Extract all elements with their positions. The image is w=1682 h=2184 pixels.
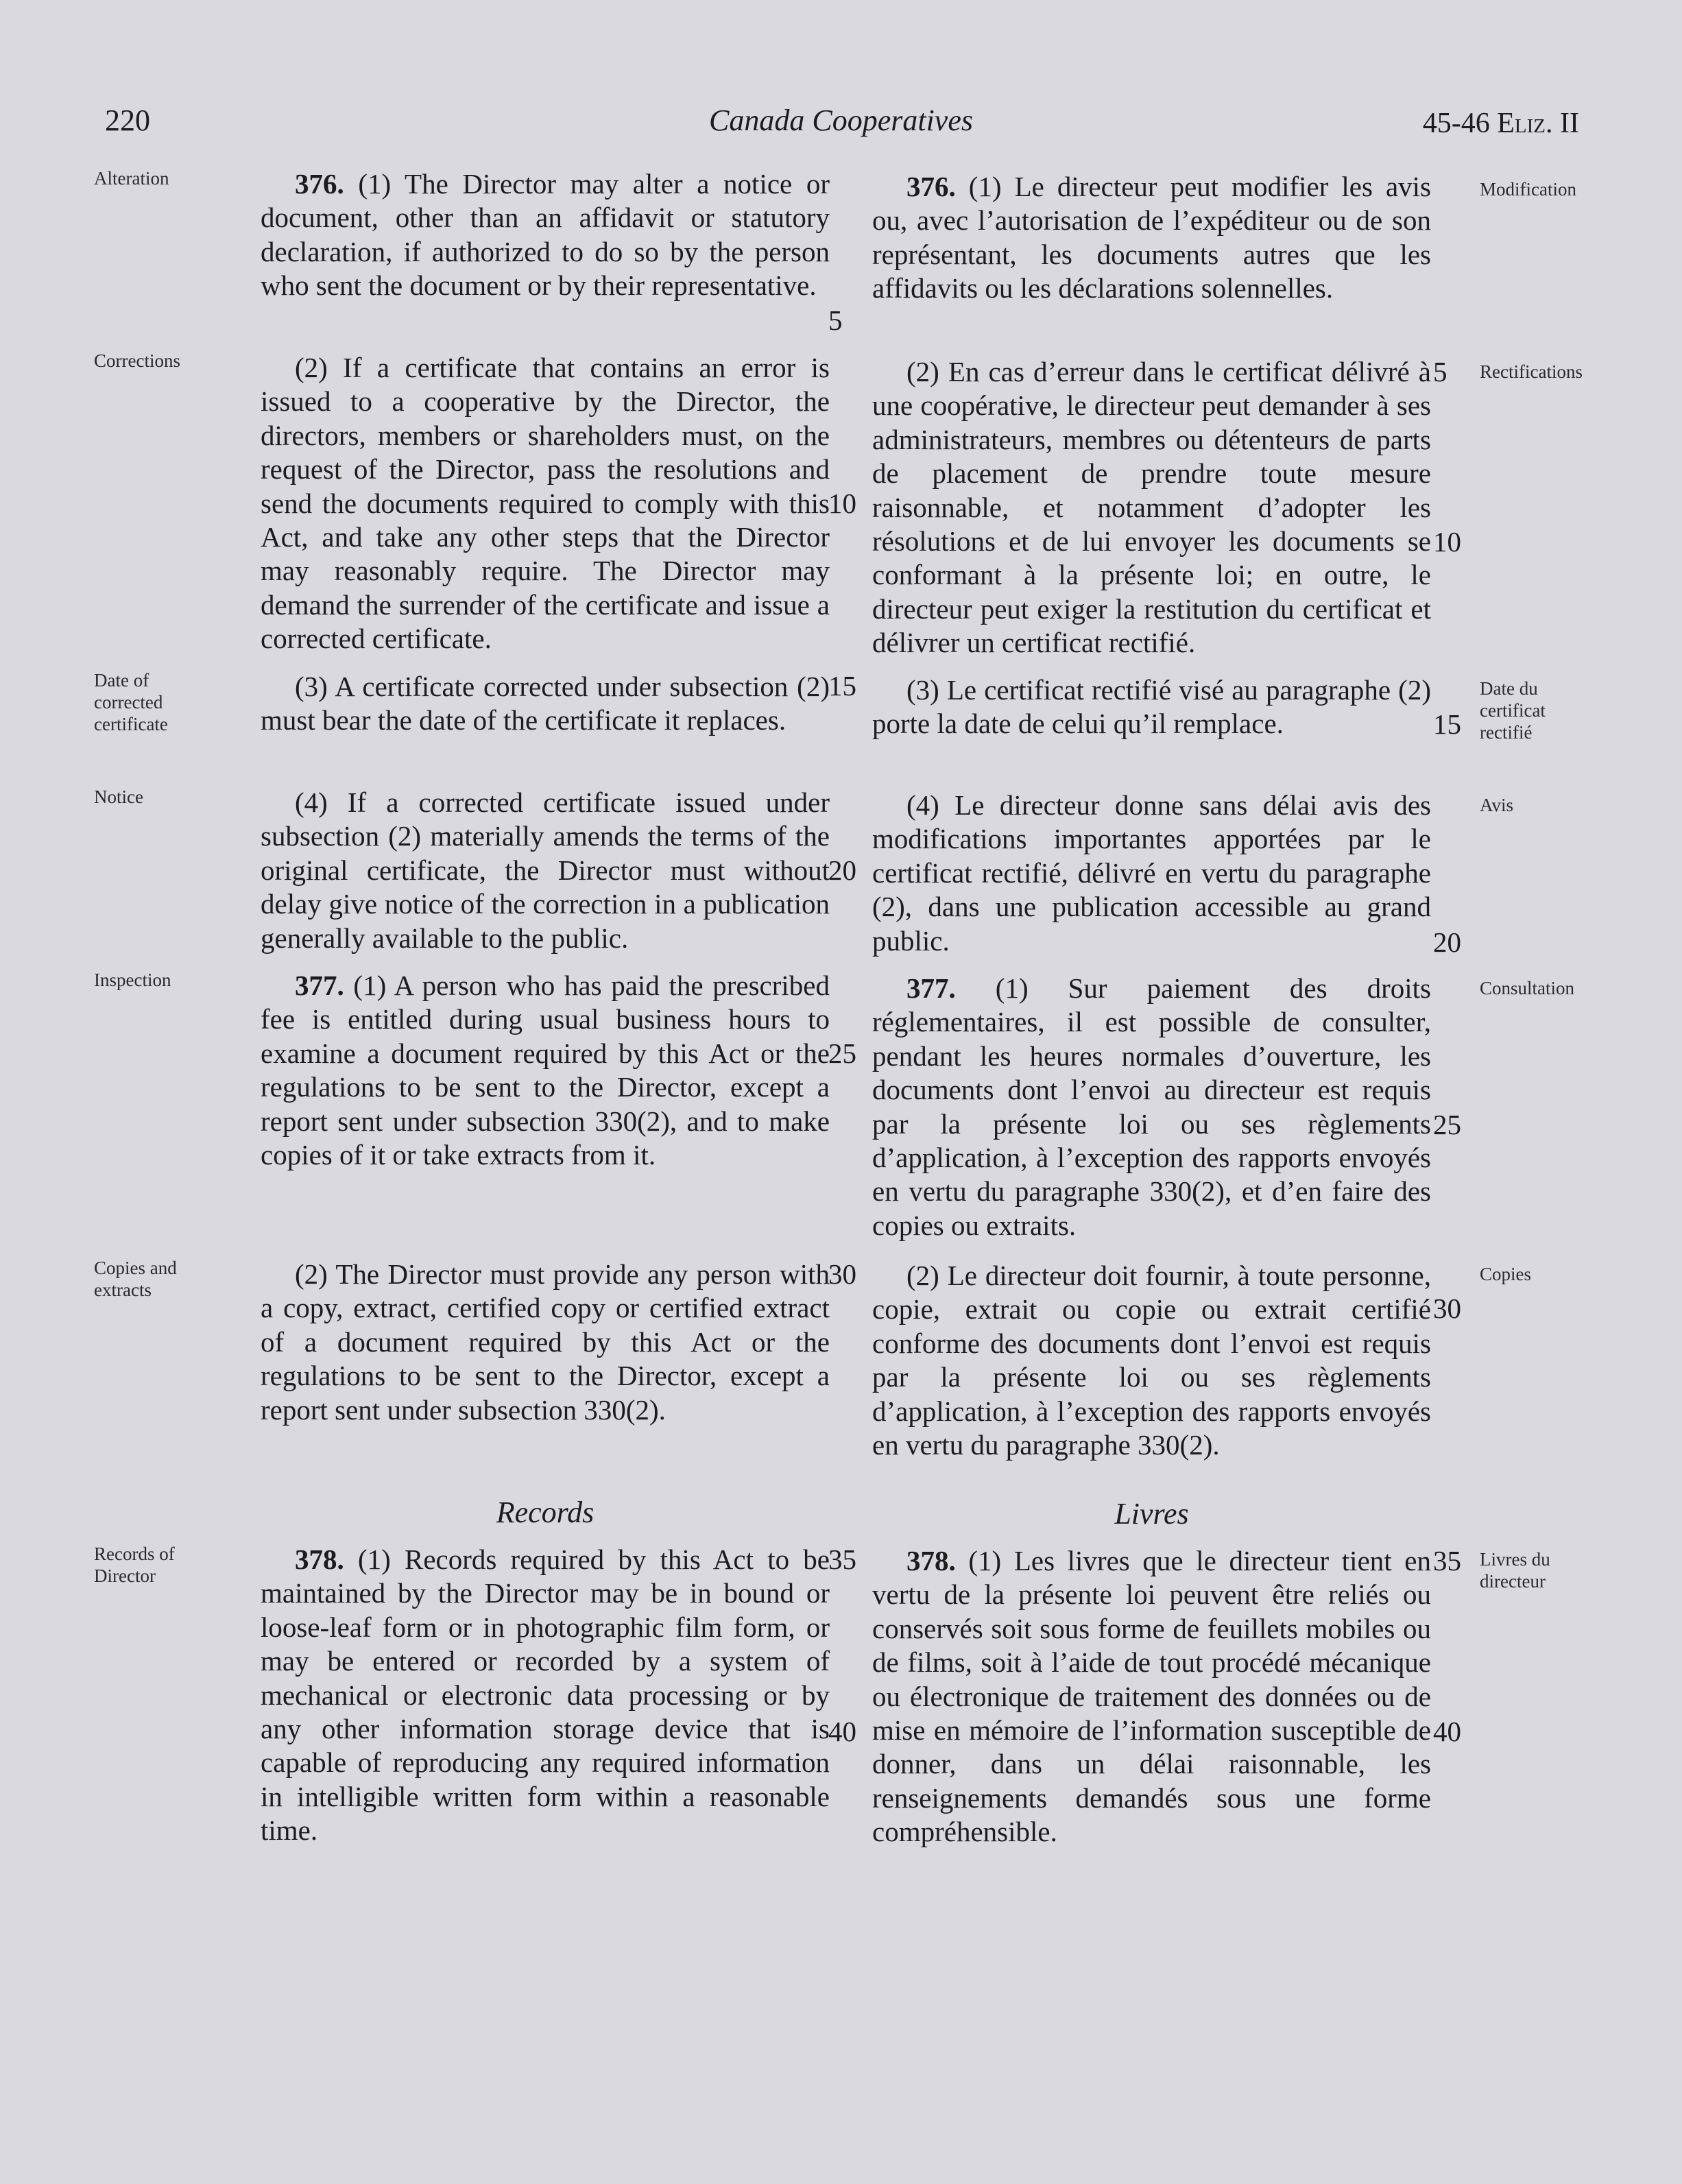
line-number: 5 (1433, 356, 1447, 387)
section-376-4-en (261, 786, 830, 955)
line-number: 20 (828, 854, 856, 886)
section-text: (3) A certificate corrected under subsection (2) must bear the date of the certificate it replaces. (261, 671, 830, 736)
section-378-1-en (261, 1543, 830, 1848)
section-377-2-fr (872, 1259, 1431, 1462)
section-376-2-fr (872, 355, 1431, 660)
section-378-1-fr (872, 1544, 1431, 1849)
section-text: (1) Sur paiement des droits réglementaires, il est possible de consulter, pendant les heures normales d’ouverture, les documents dont l’envoi au directeur est requis par la présente loi ou ses règlements d’application, à l’exception des rapports envoyés en vertu du paragraphe 330(2), et d’en faire des copies ou extraits. (872, 972, 1431, 1241)
section-number: 376. (906, 171, 956, 202)
section-376-2-en (261, 351, 830, 656)
section-377-1-fr (872, 972, 1431, 1243)
section-text: (1) Le directeur peut modifier les avis ou, avec l’autorisation de l’expéditeur ou de son représentant, les documents autres que les affidavits ou les déclarations solennelles. (872, 171, 1431, 304)
section-text: (1) The Director may alter a notice or document, other than an affidavit or statutory declaration, if authorized to do so by the person who sent the document or by their representative. (261, 168, 830, 302)
margin-note-fr: Avis (1480, 795, 1514, 815)
margin-note-en: Inspection (94, 970, 171, 990)
page-number: 220 (105, 104, 150, 137)
section-376-3-fr (872, 673, 1431, 741)
line-number: 10 (1433, 526, 1461, 557)
section-heading-fr: Livres (1114, 1497, 1189, 1531)
line-number: 40 (1433, 1716, 1461, 1747)
section-heading-en: Records (496, 1496, 594, 1529)
running-title: Canada Cooperatives (709, 104, 973, 137)
section-377-2-en (261, 1258, 830, 1427)
line-number: 15 (828, 670, 856, 701)
section-text: (4) Le directeur donne sans délai avis des modifications importantes apportées par le certificat rectifié, délivré en vertu du paragraphe (2), dans une publication accessible au grand public. (872, 789, 1431, 957)
section-number: 378. (906, 1545, 956, 1576)
margin-note-fr: Copies (1480, 1264, 1532, 1284)
margin-note-en: Records of Director (94, 1544, 175, 1586)
reign-prefix: 45-46 (1422, 108, 1498, 139)
line-number: 20 (1433, 926, 1461, 958)
line-number: 40 (828, 1716, 856, 1747)
margin-note-en: Corrections (94, 350, 180, 371)
margin-note-en: Copies and extracts (94, 1258, 177, 1300)
line-number: 15 (1433, 708, 1461, 740)
section-text: (2) Le directeur doit fournir, à toute personne, copie, extrait ou copie ou extrait certifié conforme des documents dont l’envoi est requis par la présente loi ou ses règlements d’application, à l’exception des rapports envoyés en vertu du paragraphe 330(2). (872, 1260, 1431, 1461)
reign-suffix: . II (1546, 108, 1579, 139)
section-376-1-fr (872, 170, 1431, 306)
margin-note-en: Notice (94, 787, 143, 807)
line-number: 30 (1433, 1293, 1461, 1324)
section-text: (4) If a corrected certificate issued under subsection (2) materially amends the terms of the original certificate, the Director must without delay give notice of the correction in a publication generally available to the public. (261, 787, 830, 954)
line-number: 35 (828, 1544, 856, 1575)
section-number: 377. (906, 972, 956, 1004)
line-number: 30 (828, 1258, 856, 1290)
section-number: 377. (295, 970, 344, 1001)
line-number: 35 (1433, 1545, 1461, 1576)
section-376-1-en (261, 167, 830, 303)
section-text: (3) Le certificat rectifié visé au paragraphe (2) porte la date de celui qu’il remplace. (872, 674, 1431, 740)
reign-small-caps: Eliz (1497, 108, 1546, 139)
section-text: (2) En cas d’erreur dans le certificat délivré à une coopérative, le directeur peut demander à ses administrateurs, membres ou détenteurs de parts de placement de prendre toute mesure raisonnable, et notamment d’adopter les résolutions et de lui envoyer les documents se conformant à la présente loi; en outre, le directeur peut exiger la restitution du certificat et délivrer un certificat rectifié. (872, 356, 1431, 659)
line-number: 25 (1433, 1109, 1461, 1140)
section-text: (2) If a certificate that contains an error is issued to a cooperative by the Director, the directors, members or shareholders must, on the request of the Director, pass the resolutions and send the documents required to comply with this Act, and take any other steps that the Director may reasonably require. The Director may demand the surrender of the certificate and issue a corrected certificate. (261, 352, 830, 655)
margin-note-fr: Livres du directeur (1480, 1549, 1550, 1592)
section-376-3-en (261, 670, 830, 738)
line-number: 25 (828, 1037, 856, 1069)
line-number: 5 (828, 304, 843, 336)
section-number: 376. (295, 168, 344, 200)
section-text: (1) Records required by this Act to be maintained by the Director may be in bound or loose-leaf form or in photographic film form, or may be entered or recorded by a system of mechanical or electronic data processing or by any other information storage device that is capable of reproducing any required information in intelligible written form within a reasonable time. (261, 1544, 830, 1847)
section-text: (2) The Director must provide any person with a copy, extract, certified copy or certified extract of a document required by this Act or the regulations to be sent to the Director, except a report sent under subsection 330(2). (261, 1258, 830, 1426)
margin-note-fr: Consultation (1480, 978, 1575, 998)
margin-note-fr: Date du certificat rectifié (1480, 678, 1546, 743)
margin-note-fr: Modification (1480, 179, 1576, 200)
section-376-4-fr (872, 789, 1431, 958)
reign-citation (1423, 107, 1579, 140)
section-text: (1) A person who has paid the prescribed fee is entitled during usual business hours to examine a document required by this Act or the regulations to be sent to the Director, except a report sent under subsection 330(2), and to make copies of it or take extracts from it. (261, 970, 830, 1171)
margin-note-en: Date of corrected certificate (94, 670, 168, 734)
margin-note-fr: Rectifications (1480, 361, 1583, 382)
section-377-1-en (261, 969, 830, 1172)
section-number: 378. (295, 1544, 344, 1575)
margin-note-en: Alteration (94, 168, 169, 189)
section-text: (1) Les livres que le directeur tient en vertu de la présente loi peuvent être reliés ou conservés soit sous forme de feuillets mobiles ou de films, soit à l’aide de tout procédé mécanique ou électronique de traitement des données ou de mise en mémoire de l’information susceptible de donner, dans un délai raisonnable, les renseignements demandés sous une forme compréhensible. (872, 1545, 1431, 1848)
line-number: 10 (828, 488, 856, 519)
